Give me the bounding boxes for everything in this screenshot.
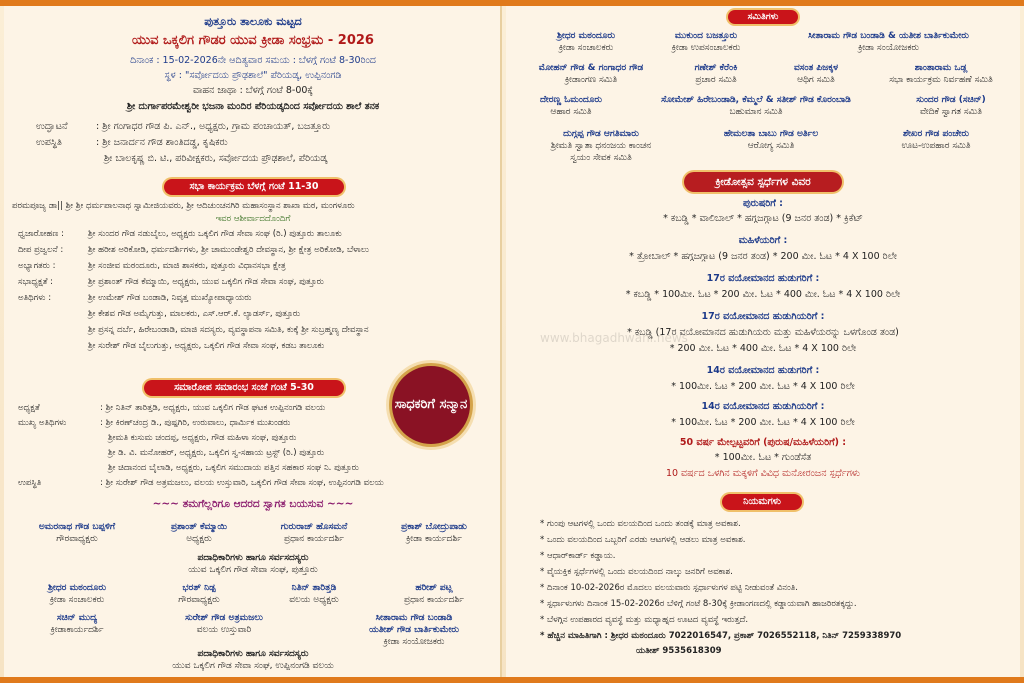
closing-text-5: : ಶ್ರೀ ಸುರೇಶ್ ಗೌಡ ಅತ್ರಮಜಲು, ವಲಯ ಉಸ್ತುವಾರಿ, ಒಕ್ಕಲಿಗ ಗೌಡ ಸೇವಾ ಸಂಘ, ಉಪ್ಪಿನಂಗಡಿ ವಲಯ (100, 478, 384, 488)
rule-3: * ವೈಯಕ್ತಿಕ ಸ್ಪರ್ಧೆಗಳಲ್ಲಿ ಒಂದು ವಲಯದಿಂದ ನಾಲ್ಕು ಜನರಿಗೆ ಅವಕಾಶ. (540, 567, 733, 577)
events-pill: ಕ್ರೀಡೋತ್ಸವ ಸ್ಪರ್ಧೆಗಳ ವಿವರ (684, 172, 842, 192)
event-line-4: * 200 ಮೀ. ಓಟ * 400 ಮೀ. ಓಟ * 4 X 100 ರಿಲೇ (669, 343, 857, 354)
event-line-8: 10 ವರ್ಷದ ಒಳಗಿನ ಮಕ್ಕಳಿಗೆ ವಿವಿಧ ಮನೋರಂಜನ ಸ್ಪರ್ಧೆಗಳು (665, 468, 861, 479)
event-line-1: * ತ್ರೋಬಾಲ್ * ಹಗ್ಗಜಗ್ಗಾಟ (9 ಜನರ ತಂಡ) * 200 ಮೀ. ಓಟ * 4 X 100 ರಿಲೇ (629, 251, 897, 262)
committee-6: ಶಾಂತಾರಾಮ ಒಡ್ಲ ಸಭಾ ಕಾರ್ಯಕ್ರಮ ನಿರ್ವಹಣೆ ಸಮಿತಿ (889, 63, 993, 86)
host2-2: ನಿತಿನ್ ತಾರಿತ್ತಡಿ ವಲಯ ಅಧ್ಯಕ್ಷರು (289, 583, 339, 606)
closing-role-5: ಉಪಸ್ಥಿತಿ (18, 478, 42, 488)
event-line-3: * ಕಬಡ್ಡಿ (17ರ ವಯೋಮಾನದ ಹುಡುಗಿಯರು ಮತ್ತು ಮಹಿಳೆಯರನ್ನು ಒಳಗೊಂಡ ತಂಡ) (627, 327, 899, 338)
inaug-text-2: ಶ್ರೀ ಬಾಲಕೃಷ್ಣ ಬಿ. ಟಿ., ಪರಿವೀಕ್ಷಕರು, ಸರ್ವೋದಯ ಪ್ರೌಢಶಾಲೆ, ಪೆರಿಯಡ್ಕ (104, 153, 328, 164)
committee-0: ಶ್ರೀಧರ ಮಠಂದೂರು ಕ್ರೀಡಾ ಸಂಚಾಲಕರು (556, 31, 616, 54)
committee-5: ವಸಂತ ಪಿಜಕ್ಕಳ ಆಥಿಗ ಸಮಿತಿ (793, 63, 839, 86)
sabha-text-3: ಶ್ರೀ ಪ್ರಶಾಂತ್ ಗೌಡ ಕೆಮ್ಮಾಯಿ, ಅಧ್ಯಕ್ಷರು, ಯುವ ಒಕ್ಕಲಿಗ ಗೌಡ ಸೇವಾ ಸಂಘ, ಪುತ್ತೂರು (88, 277, 324, 287)
committee-1: ಮುಕುಂದ ಬಜತ್ತೂರು ಕ್ರೀಡಾ ಉಪಸಂಚಾಲಕರು (671, 31, 741, 54)
committee-4: ಗಣೇಶ್ ಕೆರೆಂಕಿ ಪ್ರಚಾರ ಸಮಿತಿ (694, 63, 738, 86)
committee-3: ಮೋಹನ್ ಗೌಡ & ಗಂಗಾಧರ ಗೌಡ ಕ್ರೀಡಾಂಗಣ ಸಮಿತಿ (538, 63, 644, 86)
event-head-3: 17ರ ವಯೋಮಾನದ ಹುಡುಗಿಯರಿಗೆ : (701, 311, 825, 322)
host-0: ಅಮರನಾಥ ಗೌಡ ಬಪ್ಪಳಿಗೆ ಗೌರವಾಧ್ಯಕ್ಷರು (38, 522, 116, 545)
watermark: www.bhagadhwani.news (540, 331, 688, 345)
sabha-role-0: ಧ್ವಜಾರೋಹಣ : (18, 229, 64, 239)
footer-1: ಪದಾಧಿಕಾರಿಗಳು ಹಾಗೂ ಸರ್ವಸದಸ್ಯರು (197, 649, 309, 659)
committee-2: ಸೀತಾರಾಮ ಗೌಡ ಬಂಡಾಡಿ & ಯತೀಶ ಬಾರ್ತಿಕುಮೇರು ಕ್ರೀಡಾ ಸಂಯೋಜಕರು (808, 31, 969, 54)
sabha-text-5: ಶ್ರೀ ಕೇಶವ ಗೌಡ ಅಮೈಗುತ್ತು, ಮಾಲಕರು, ಎಸ್.ಆರ್.ಕೆ. ಲ್ಯಾಡರ್ಸ್, ಪುತ್ತೂರು (88, 309, 301, 319)
host3-0: ಸಚಿನ್ ಮುದ್ಯ ಕ್ರೀಡಾಕಾರ್ಯದರ್ಶಿ (50, 613, 104, 636)
right-panel (506, 6, 1020, 677)
event-line-5: * 100ಮೀ. ಓಟ * 200 ಮೀ. ಓಟ * 4 X 100 ರಿಲೇ (671, 381, 855, 392)
event-head-7: 50 ವರ್ಷ ಮೇಲ್ಪಟ್ಟವರಿಗೆ (ಪುರುಷ/ಮಹಿಳೆಯರಿಗೆ) : (679, 437, 847, 448)
committee-pill: ಸಮಿತಿಗಳು (728, 10, 798, 24)
sabha-text-0: ಶ್ರೀ ಸುಂದರ ಗೌಡ ನಡುಬೈಲು, ಅಧ್ಯಕ್ಷರು ಒಕ್ಕಲಿಗ ಗೌಡ ಸೇವಾ ಸಂಘ (ರಿ.) ಪುತ್ತೂರು ತಾಲೂಕು (88, 229, 342, 239)
host2-1: ಭರತ್ ನಿಡ್ಪ ಗೌರವಾಧ್ಯಕ್ಷರು (178, 583, 220, 606)
event-line-2: * ಕಬಡ್ಡಿ * 100ಮೀ. ಓಟ * 200 ಮೀ. ಓಟ * 400 ಮೀ. ಓಟ * 4 X 100 ರಿಲೇ (625, 289, 901, 300)
event-head-6: 14ರ ವಯೋಮಾನದ ಹುಡುಗಿಯರಿಗೆ : (701, 401, 825, 412)
event-line-6: * 100ಮೀ. ಓಟ * 200 ಮೀ. ಓಟ * 4 X 100 ರಿಲೇ (671, 417, 855, 428)
rule-6: * ಬೆಳಗ್ಗಿನ ಉಪಹಾರದ ವ್ಯವಸ್ಥೆ ಮತ್ತು ಮಧ್ಯಾಹ್ನದ ಊಟದ ವ್ಯವಸ್ಥೆ ಇರುತ್ತದೆ. (540, 615, 749, 625)
committee-8: ಸೋಮೇಶ್ ಹಿರೇಬಂಡಾಡಿ, ಕೆಮ್ಮಲೆ & ಸತೀಶ್ ಗೌಡ ಕೊರಂಬಾಡಿ ಬಹುಮಾನ ಸಮಿತಿ (661, 95, 851, 118)
footer-2: ಯುವ ಒಕ್ಕಲಿಗ ಗೌಡ ಸೇವಾ ಸಂಘ, ಉಪ್ಪಿನಂಗಡಿ ವಲಯ (172, 661, 334, 671)
left-panel (4, 6, 502, 677)
sabha-text-6: ಶ್ರೀ ಪ್ರಸನ್ನ ದರ್ಬೆ, ಹಿರೇಬಂಡಾಡಿ, ಮಾಜಿ ಸದಸ್ಯರು, ವ್ಯವಸ್ಥಾಪನಾ ಸಮಿತಿ, ಕುಕ್ಕೆ ಶ್ರೀ ಸುಬ್ರಹ್ಮಣ್ಯ ದೇವಸ್ಥಾನ (88, 325, 369, 335)
sabha-pill: ಸಭಾ ಕಾರ್ಯಕ್ರಮ ಬೆಳಗ್ಗೆ ಗಂಟೆ 11-30 (164, 179, 344, 195)
org-line: ಪುತ್ತೂರು ತಾಲೂಕು ಮಟ್ಟದ (204, 15, 302, 28)
felicitation-seal: ಸಾಧಕರಿಗೆ ಸನ್ಮಾನ (392, 366, 470, 444)
inaug-role-1: ಉಪಸ್ಥಿತಿ (36, 137, 62, 148)
sabha-text-4: ಶ್ರೀ ಉಮೇಶ್ ಗೌಡ ಬಂಡಾಡಿ, ನಿವೃತ್ತ ಮುಖ್ಯೋಪಾಧ್ಯಾಯರು (88, 293, 252, 303)
sabha-role-4: ಅತಿಥಿಗಳು : (18, 293, 52, 303)
host-1: ಪ್ರಶಾಂತ್ ಕೆಮ್ಮಾಯಿ ಅಧ್ಯಕ್ಷರು (170, 522, 228, 545)
host3-1: ಸುರೇಶ್ ಗೌಡ ಅತ್ರಮಜಲು ವಲಯ ಉಸ್ತುವಾರಿ (185, 613, 263, 636)
event-head-1: ಮಹಿಳೆಯರಿಗೆ : (738, 235, 788, 246)
event-line-7: * 100ಮೀ. ಓಟ * ಗುಂಡೆಸೆತ (714, 452, 812, 463)
event-title: ಯುವ ಒಕ್ಕಲಿಗ ಗೌಡರ ಯುವ ಕ್ರೀಡಾ ಸಂಭ್ರಮ - 2026 (132, 33, 374, 48)
host2-0: ಶ್ರೀಧರ ಮಠಂದೂರು ಕ್ರೀಡಾ ಸಂಚಾಲಕರು (47, 583, 107, 606)
sabha-role-1: ದೀಪ ಪ್ರಜ್ವಲನೆ : (18, 245, 64, 255)
committee-10: ದುಗ್ಗಪ್ಪ ಗೌಡ ಆಗತಿಮಾರು ಶ್ರೀಮತಿ ಸ್ವಾತಾ ಧನಂಜಯ ಕಾಂಚನ ಸ್ವಯಂ ಸೇವಕ ಸಮಿತಿ (550, 129, 652, 164)
committee-7: ದೇರಣ್ಣ ಓಮಂದೂರು ಆಹಾರ ಸಮಿತಿ (539, 95, 603, 118)
rules-pill: ನಿಯಮಗಳು (722, 494, 802, 510)
closing-text-3: ಶ್ರೀ ಡಿ. ವಿ. ಮನೋಹರ್, ಅಧ್ಯಕ್ಷರು, ಒಕ್ಕಲಿಗ ಸ್ವ-ಸಹಾಯ ಟ್ರಸ್ಟ್ (ರಿ.) ಪುತ್ತೂರು (108, 448, 325, 458)
hosts-mid-2: ಯುವ ಒಕ್ಕಲಿಗ ಗೌಡ ಸೇವಾ ಸಂಘ, ಪುತ್ತೂರು (188, 565, 318, 575)
host-2: ಗುರುರಾಜ್ ಹೊಸಮನೆ ಪ್ರಧಾನ ಕಾರ್ಯದರ್ಶಿ (280, 522, 348, 545)
inaug-text-0: : ಶ್ರೀ ಗಂಗಾಧರ ಗೌಡ ಪಿ. ಎನ್., ಅಧ್ಯಕ್ಷರು, ಗ್ರಾಮ ಪಂಚಾಯತ್, ಬಜತ್ತೂರು (96, 121, 331, 132)
bottom-border (0, 677, 1024, 683)
sabha-text-2: ಶ್ರೀ ಸಂಜೀವ ಮಠಂದೂರು, ಮಾಜಿ ಶಾಸಕರು, ಪುತ್ತೂರು ವಿಧಾನಸಭಾ ಕ್ಷೇತ್ರ (88, 261, 286, 271)
sabha-text-7: ಶ್ರೀ ಸುರೇಶ್ ಗೌಡ ಬೈಲುಗುತ್ತು, ಅಧ್ಯಕ್ಷರು, ಒಕ್ಕಲಿಗ ಗೌಡ ಸೇವಾ ಸಂಘ, ಕಡಬ ತಾಲೂಕು (88, 341, 325, 351)
closing-role-0: ಅಧ್ಯಕ್ಷತೆ (18, 403, 40, 413)
hosts-mid-1: ಪದಾಧಿಕಾರಿಗಳು ಹಾಗೂ ಸರ್ವಸದಸ್ಯರು (197, 553, 309, 563)
closing-text-1: : ಶ್ರೀ ಕಿರಣ್‌ಚಂದ್ರ ಡಿ., ಪುಷ್ಪಗಿರಿ, ಉರುವಾಲು, ಧಾರ್ಮಿಕ ಮುಖಂಡರು (100, 418, 291, 428)
closing-pill: ಸಮಾರೋಪ ಸಮಾರಂಭ ಸಂಜೆ ಗಂಟೆ 5-30 (144, 380, 344, 396)
closing-text-0: : ಶ್ರೀ ನಿತಿನ್ ತಾರಿತ್ತಡಿ, ಅಧ್ಯಕ್ಷರು, ಯುವ ಒಕ್ಕಲಿಗ ಗೌಡ ಘಟಕ ಉಪ್ಪಿನಂಗಡಿ ವಲಯ (100, 403, 326, 413)
rule-4: * ದಿನಾಂಕ 10-02-2026ರ ಮೊದಲು ವಲಯವಾರು ಸ್ಪರ್ಧಾಳುಗಳ ಪಟ್ಟಿ ನೀಡುವಂತೆ ವಿನಂತಿ. (540, 583, 798, 593)
blessing-line-1: ಪರಮಪೂಜ್ಯ ಡಾ|| ಶ್ರೀ ಶ್ರೀ ಧರ್ಮಪಾಲನಾಥ ಸ್ವಾಮೀಜಿಯವರು, ಶ್ರೀ ಆದಿಚುಂಚನಗಿರಿ ಮಹಾಸಂಸ್ಥಾನ ಶಾಖಾ ಮಠ, ಮಂಗಳೂರು (12, 201, 355, 211)
committee-9: ಸುಂದರ ಗೌಡ (ಸಚಿನ್) ವೇದಿಕೆ ಸ್ವಾಗತ ಸಮಿತಿ (916, 95, 986, 118)
committee-12: ಶೇಖರ ಗೌಡ ಪಂಚೇರು ಊಟ-ಉಪಹಾರ ಸಮಿತಿ (901, 129, 971, 152)
event-head-0: ಪುರುಷರಿಗೆ : (743, 198, 783, 209)
date-line: ದಿನಾಂಕ : 15-02-2026ನೇ ಆದಿತ್ಯವಾರ ಸಮಯ : ಬೆಳಗ್ಗೆ ಗಂಟೆ 8-30ರಿಂದ (130, 55, 376, 66)
rule-1: * ಒಂದು ವಲಯದಿಂದ ಒಬ್ಬರಿಗೆ ಎರಡು ಆಟಗಳಲ್ಲಿ ಆಡಲು ಮಾತ್ರ ಅವಕಾಶ. (540, 535, 746, 545)
route-line: ಶ್ರೀ ದುರ್ಗಾಪರಮೇಶ್ವರೀ ಭಜನಾ ಮಂದಿರ ಪೆರಿಯಡ್ಕದಿಂದ ಸರ್ವೋದಯ ಶಾಲೆ ತನಕ (126, 101, 380, 112)
welcome-line: ~~~ ತಮಗೆಲ್ಲರಿಗೂ ಆದರದ ಸ್ವಾಗತ ಬಯಸುವ ~~~ (152, 498, 354, 510)
sabha-role-2: ಅಭ್ಯಾಗತರು : (18, 261, 56, 271)
blessing-line-2: ಇವರ ಆಶೀರ್ವಾದದೊಂದಿಗೆ (215, 214, 291, 224)
inaug-role-0: ಉದ್ಘಾಟನೆ (36, 121, 68, 132)
venue-line: ಸ್ಥಳ : "ಸರ್ವೋದಯ ಪ್ರೌಢಶಾಲೆ" ಪೆರಿಯಡ್ಕ, ಉಪ್ಪಿನಂಗಡಿ (164, 70, 342, 81)
event-line-0: * ಕಬಡ್ಡಿ * ವಾಲಿಬಾಲ್ * ಹಗ್ಗಜಗ್ಗಾಟ (9 ಜನರ ತಂಡ) * ಕ್ರಿಕೆಟ್ (663, 213, 863, 224)
closing-text-4: ಶ್ರೀ ಚಿದಾನಂದ ಬೈಲಾಡಿ, ಅಧ್ಯಕ್ಷರು, ಒಕ್ಕಲಿಗ ಸಮುದಾಯ ಪತ್ತಿನ ಸಹಕಾರ ಸಂಘ ನಿ. ಪುತ್ತೂರು (108, 463, 359, 473)
inaug-text-1: : ಶ್ರೀ ಜನಾರ್ದನ ಗೌಡ ಶಾಂತಿದಡ್ಡ, ಕೃಷಿಕರು (96, 137, 228, 148)
rule-7: * ಹೆಚ್ಚಿನ ಮಾಹಿತಿಗಾಗಿ : ಶ್ರೀಧರ ಮಠಂದೂರು 7022016547, ಪ್ರಕಾಶ್ 7026552118, ನಿತಿನ್ 7259338970 (540, 631, 902, 641)
event-head-5: 14ರ ವಯೋಮಾನದ ಹುಡುಗರಿಗೆ : (706, 365, 820, 376)
host-3: ಪ್ರಕಾಶ್ ಬೋದ್ರುಪಾಡು ಕ್ರೀಡಾ ಕಾರ್ಯದರ್ಶಿ (401, 522, 467, 545)
committee-11: ಹೇಮಲತಾ ಬಾಬು ಗೌಡ ಅರ್ತಿಲ ಆರೋಗ್ಯ ಸಮಿತಿ (723, 129, 819, 152)
rule-0: * ಗುಂಪು ಆಟಗಳಲ್ಲಿ ಒಂದು ವಲಯದಿಂದ ಒಂದು ತಂಡಕ್ಕೆ ಮಾತ್ರ ಅವಕಾಶ. (540, 519, 741, 529)
vehicle-line: ವಾಹನ ಜಾಥಾ : ಬೆಳಗ್ಗೆ ಗಂಟೆ 8-00ಕ್ಕೆ (192, 85, 313, 96)
rule-8: ಯತೀಶ್ 9535618309 (636, 646, 722, 656)
closing-text-2: ಶ್ರೀಮತಿ ಕುಸುಮ ಚಂದಪ್ಪ, ಅಧ್ಯಕ್ಷರು, ಗೌಡ ಮಹಿಳಾ ಸಂಘ, ಪುತ್ತೂರು (108, 433, 297, 443)
rule-5: * ಸ್ಪರ್ಧಾಳುಗಳು ದಿನಾಂಕ 15-02-2026ರ ಬೆಳಿಗ್ಗೆ ಗಂಟೆ 8-30ಕ್ಕೆ ಕ್ರೀಡಾಂಗಣದಲ್ಲಿ ಕಡ್ಡಾಯವಾಗಿ ಹಾಜರಿರತಕ್ಕದ್ದು. (540, 599, 857, 609)
rule-2: * ಆಧಾರ್‌ಕಾರ್ಡ್ ಕಡ್ಡಾಯ. (540, 551, 616, 561)
sabha-text-1: ಶ್ರೀ ಹರೀಶ ಅರಿಕೋಡಿ, ಧರ್ಮದರ್ಶಿಗಳು, ಶ್ರೀ ಚಾಮುಂಡೇಶ್ವರಿ ದೇವಸ್ಥಾನ, ಶ್ರೀ ಕ್ಷೇತ್ರ ಅರಿಕೋಡಿ, ಬೆಳಾಲು (88, 245, 369, 255)
closing-role-1: ಮುಖ್ಯ ಅತಿಥಿಗಳು (18, 418, 67, 428)
sabha-role-3: ಸಭಾಧ್ಯಕ್ಷತೆ : (18, 277, 54, 287)
host2-3: ಹರೀಶ್ ಪಟ್ಲ ಪ್ರಧಾನ ಕಾರ್ಯದರ್ಶಿ (404, 583, 464, 606)
event-head-2: 17ರ ವಯೋಮಾನದ ಹುಡುಗರಿಗೆ : (706, 273, 820, 284)
host3-2: ಸೀತಾರಾಮ ಗೌಡ ಬಂಡಾಡಿ ಯತೀಶ್ ಗೌಡ ಬಾರ್ತಿಕುಮೇರು ಕ್ರೀಡಾ ಸಂಯೋಜಕರು (369, 613, 459, 648)
